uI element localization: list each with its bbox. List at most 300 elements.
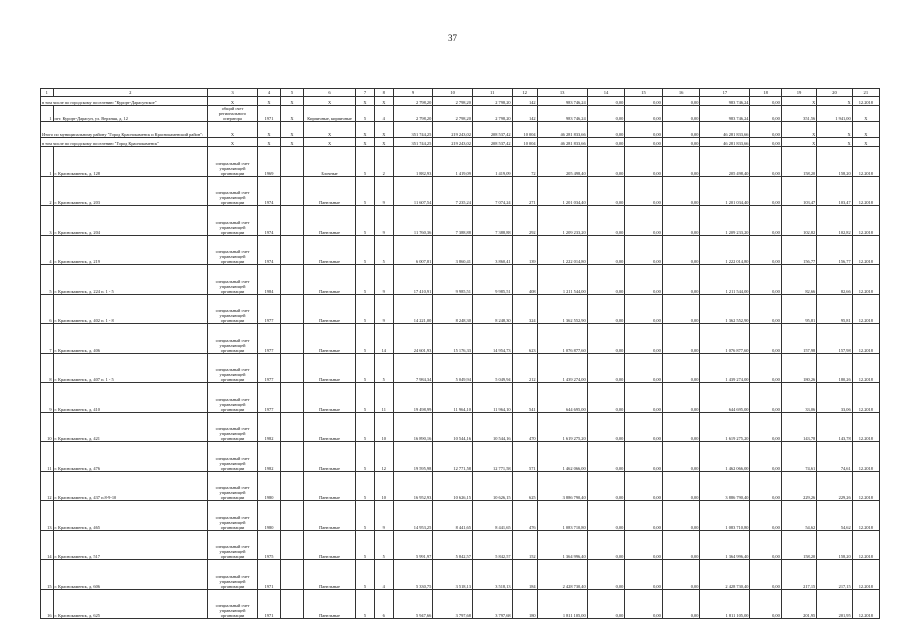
row-name: Итого по муниципальному району "Город Краснокаменск и Краснокаменский район": — [41, 122, 208, 138]
account-type: специальный счет управляющей организации — [207, 206, 257, 236]
row-address: г. Краснокаменск, д. 406 — [53, 324, 207, 354]
value-c13: 46 281 833,66 — [537, 138, 587, 147]
value-c12: 271 — [512, 176, 537, 206]
row-number: 6 — [41, 294, 54, 324]
value-c17: 46 281 833,66 — [700, 122, 750, 138]
value-c15: 0,00 — [625, 353, 663, 383]
floors: 5 — [356, 235, 375, 265]
value-c20: 157,98 — [817, 324, 852, 354]
value-c10: 8 248,30 — [433, 294, 473, 324]
value-c13: 1 439 274,00 — [537, 353, 587, 383]
value-c16: 0,00 — [662, 265, 700, 295]
account-type: специальный счет управляющей организации — [207, 442, 257, 472]
account-type: специальный счет управляющей организации — [207, 383, 257, 413]
entrances: 9 — [374, 206, 393, 236]
value-c19: 74,61 — [781, 442, 816, 472]
value-c10: 3 797,68 — [433, 589, 473, 619]
entrances: 12 — [374, 442, 393, 472]
wall-material: Панельные — [303, 324, 355, 354]
row-number: 14 — [41, 530, 54, 560]
entrances: 10 — [374, 412, 393, 442]
value-c14: 0,00 — [587, 138, 625, 147]
value-c11: 11 964,10 — [472, 383, 512, 413]
value-c19: 158,20 — [781, 530, 816, 560]
completion-date: Х — [852, 138, 879, 147]
row-number: 1 — [41, 106, 54, 122]
value-c18: 0,00 — [750, 265, 781, 295]
value-c17: 205 498,40 — [700, 147, 750, 177]
value-c16: 0,00 — [662, 294, 700, 324]
value-c10: 5 842,57 — [433, 530, 473, 560]
summary-row — [41, 106, 880, 122]
value-c15: 0,00 — [625, 442, 663, 472]
value-c13: 644 695,00 — [537, 383, 587, 413]
account-type: специальный счет управляющей организации — [207, 471, 257, 501]
housing-register-table — [40, 88, 880, 619]
column-header-9: 9 — [393, 89, 433, 97]
value-c15: 0,00 — [625, 138, 663, 147]
value-c12: 623 — [512, 324, 537, 354]
value-c13: 46 281 833,66 — [537, 122, 587, 138]
value-c18: 0,00 — [750, 138, 781, 147]
value-c10: 15 176,33 — [433, 324, 473, 354]
value-c15: 0,00 — [625, 294, 663, 324]
row-address: г. Краснокаменск, д. 219 — [53, 235, 207, 265]
table-row — [41, 560, 880, 590]
col-5: Х — [280, 106, 303, 122]
value-c10: 3 860,41 — [433, 235, 473, 265]
value-c18: 0,00 — [750, 206, 781, 236]
entrances: Х — [374, 138, 393, 147]
col-5 — [280, 471, 303, 501]
value-c17: 1 083 710,80 — [700, 501, 750, 531]
account-type: Х — [207, 138, 257, 147]
value-c19: 201,95 — [781, 589, 816, 619]
year-built: 1977 — [258, 324, 281, 354]
col-5 — [280, 324, 303, 354]
col-5 — [280, 383, 303, 413]
completion-date: 12.2018 — [852, 206, 879, 236]
value-c17: 1 619 275,20 — [700, 412, 750, 442]
wall-material: Панельные — [303, 294, 355, 324]
account-type: специальный счет управляющей организации — [207, 176, 257, 206]
row-number: 16 — [41, 589, 54, 619]
value-c18: 0,00 — [750, 324, 781, 354]
value-c19: 157,98 — [781, 324, 816, 354]
value-c19: 229,26 — [781, 471, 816, 501]
account-type: Х — [207, 122, 257, 138]
row-address: г. Краснокаменск, д. 410 — [53, 383, 207, 413]
value-c20: 95,81 — [817, 294, 852, 324]
value-c18: 0,00 — [750, 235, 781, 265]
value-c12: 324 — [512, 294, 537, 324]
account-type: специальный счет управляющей организации — [207, 265, 257, 295]
value-c17: 3 886 790,40 — [700, 471, 750, 501]
wall-material: Панельные — [303, 176, 355, 206]
value-c10: 7 235,24 — [433, 176, 473, 206]
value-c12: 142 — [512, 97, 537, 106]
value-c11: 208 537,42 — [472, 122, 512, 138]
value-c10: 2 798,20 — [433, 97, 473, 106]
wall-material: Х — [303, 138, 355, 147]
row-number: 1 — [41, 147, 54, 177]
value-c18: 0,00 — [750, 412, 781, 442]
summary-row — [41, 122, 880, 138]
value-c12: 470 — [512, 412, 537, 442]
value-c9: 5 991,97 — [393, 530, 433, 560]
year-built: 1974 — [258, 176, 281, 206]
account-type: специальный счет управляющей организации — [207, 530, 257, 560]
col-5 — [280, 353, 303, 383]
value-c13: 1 362 552,90 — [537, 294, 587, 324]
value-c20: Х — [817, 138, 852, 147]
table-row — [41, 235, 880, 265]
value-c9: 351 744,25 — [393, 138, 433, 147]
value-c17: 1 201 034,40 — [700, 176, 750, 206]
value-c11: 3 860,41 — [472, 235, 512, 265]
completion-date: 12.2018 — [852, 471, 879, 501]
value-c9: 19 498,99 — [393, 383, 433, 413]
floors: 5 — [356, 106, 375, 122]
value-c12: 212 — [512, 353, 537, 383]
value-c14: 0,00 — [587, 206, 625, 236]
row-address: г. Краснокаменск, д. 606 — [53, 560, 207, 590]
value-c12: 142 — [512, 106, 537, 122]
value-c17: 1 439 274,00 — [700, 353, 750, 383]
value-c14: 0,00 — [587, 176, 625, 206]
row-address: г. Краснокаменск, д. 517 — [53, 530, 207, 560]
value-c14: 0,00 — [587, 97, 625, 106]
wall-material: Панельные — [303, 560, 355, 590]
value-c11: 3 797,68 — [472, 589, 512, 619]
value-c17: 1 076 877,60 — [700, 324, 750, 354]
value-c20: 82,66 — [817, 265, 852, 295]
entrances: 9 — [374, 501, 393, 531]
row-number: 10 — [41, 412, 54, 442]
value-c20: 102,82 — [817, 206, 852, 236]
row-address: г. Краснокаменск, д. 402 п. 1 - 8 — [53, 294, 207, 324]
column-header-11: 11 — [472, 89, 512, 97]
value-c20: 74,61 — [817, 442, 852, 472]
value-c18: 0,00 — [750, 530, 781, 560]
value-c16: 0,00 — [662, 235, 700, 265]
account-type: специальный счет управляющей организации — [207, 147, 257, 177]
completion-date: 12.2018 — [852, 147, 879, 177]
value-c12: 152 — [512, 530, 537, 560]
value-c14: 0,00 — [587, 412, 625, 442]
account-type: Х — [207, 97, 257, 106]
column-header-21: 21 — [852, 89, 879, 97]
col-5 — [280, 501, 303, 531]
value-c9: 351 744,25 — [393, 122, 433, 138]
value-c20: 217,15 — [817, 560, 852, 590]
value-c19: 156,77 — [781, 235, 816, 265]
account-type: специальный счет управляющей организации — [207, 235, 257, 265]
row-number: 9 — [41, 383, 54, 413]
column-header-12: 12 — [512, 89, 537, 97]
floors: 5 — [356, 383, 375, 413]
col-5 — [280, 294, 303, 324]
value-c13: 1 811 105,00 — [537, 589, 587, 619]
column-header-1: 1 — [41, 89, 54, 97]
value-c9: 16 952,93 — [393, 471, 433, 501]
row-address: г. Краснокаменск, д. 128 — [53, 147, 207, 177]
completion-date: 12.2018 — [852, 442, 879, 472]
floors: 5 — [356, 265, 375, 295]
value-c18: 0,00 — [750, 589, 781, 619]
year-built: 1971 — [258, 589, 281, 619]
value-c14: 0,00 — [587, 353, 625, 383]
column-header-13: 13 — [537, 89, 587, 97]
completion-date: 12.2018 — [852, 97, 879, 106]
entrances: 5 — [374, 235, 393, 265]
value-c20: 180,26 — [817, 353, 852, 383]
value-c19: 217,15 — [781, 560, 816, 590]
value-c15: 0,00 — [625, 412, 663, 442]
value-c11: 1 419,09 — [472, 147, 512, 177]
value-c10: 10 626,15 — [433, 471, 473, 501]
value-c9: 14 953,25 — [393, 501, 433, 531]
value-c16: 0,00 — [662, 412, 700, 442]
value-c15: 0,00 — [625, 235, 663, 265]
value-c11: 9 985,51 — [472, 265, 512, 295]
table-row — [41, 589, 880, 619]
year-built: 1980 — [258, 501, 281, 531]
floors: 5 — [356, 353, 375, 383]
col-5 — [280, 235, 303, 265]
completion-date: 12.2018 — [852, 265, 879, 295]
value-c15: 0,00 — [625, 530, 663, 560]
value-c9: 11 607,54 — [393, 176, 433, 206]
value-c19: 54,62 — [781, 501, 816, 531]
col-5 — [280, 176, 303, 206]
wall-material: Панельные — [303, 471, 355, 501]
table-row — [41, 294, 880, 324]
value-c20: 158,20 — [817, 530, 852, 560]
value-c14: 0,00 — [587, 265, 625, 295]
value-c12: 139 — [512, 235, 537, 265]
value-c13: 1 076 877,60 — [537, 324, 587, 354]
value-c16: 0,00 — [662, 560, 700, 590]
row-address: г. Краснокаменск, д. 421 — [53, 412, 207, 442]
table-row — [41, 147, 880, 177]
completion-date: 12.2018 — [852, 294, 879, 324]
column-header-20: 20 — [817, 89, 852, 97]
floors: 5 — [356, 501, 375, 531]
col-5 — [280, 530, 303, 560]
value-c19: 143,78 — [781, 412, 816, 442]
row-address: г. Краснокаменск, д. 437 п.8-9-10 — [53, 471, 207, 501]
value-c16: 0,00 — [662, 442, 700, 472]
value-c14: 0,00 — [587, 324, 625, 354]
account-type: специальный счет управляющей организации — [207, 294, 257, 324]
row-address: г. Краснокаменск, д. 465 — [53, 501, 207, 531]
value-c13: 983 746,24 — [537, 97, 587, 106]
wall-material: Блочные — [303, 147, 355, 177]
value-c16: 0,00 — [662, 353, 700, 383]
value-c12: 476 — [512, 501, 537, 531]
column-header-18: 18 — [750, 89, 781, 97]
table-row — [41, 442, 880, 472]
value-c9: 19 595,98 — [393, 442, 433, 472]
col-5 — [280, 412, 303, 442]
value-c9: 17 410,91 — [393, 265, 433, 295]
floors: 5 — [356, 206, 375, 236]
col-5 — [280, 147, 303, 177]
value-c12: 571 — [512, 442, 537, 472]
value-c17: 1 811 105,00 — [700, 589, 750, 619]
year-built: 1977 — [258, 383, 281, 413]
value-c18: 0,00 — [750, 501, 781, 531]
value-c10: 2 798,20 — [433, 106, 473, 122]
value-c18: 0,00 — [750, 383, 781, 413]
floors: Х — [356, 97, 375, 106]
value-c12: 408 — [512, 265, 537, 295]
year-built: 1977 — [258, 294, 281, 324]
table-row — [41, 265, 880, 295]
value-c19: 180,26 — [781, 353, 816, 383]
value-c20: 143,78 — [817, 412, 852, 442]
row-number: 13 — [41, 501, 54, 531]
table-row — [41, 353, 880, 383]
value-c14: 0,00 — [587, 294, 625, 324]
value-c16: 0,00 — [662, 176, 700, 206]
value-c17: 46 281 833,66 — [700, 138, 750, 147]
value-c18: 0,00 — [750, 122, 781, 138]
entrances: Х — [374, 97, 393, 106]
row-address: пгт. Курорт-Дарасун, ул. Верхняя, д. 12 — [53, 106, 207, 122]
value-c15: 0,00 — [625, 176, 663, 206]
value-c15: 0,00 — [625, 122, 663, 138]
floors: 5 — [356, 442, 375, 472]
value-c16: 0,00 — [662, 97, 700, 106]
wall-material: Панельные — [303, 589, 355, 619]
value-c18: 0,00 — [750, 353, 781, 383]
value-c11: 12 771,58 — [472, 442, 512, 472]
table-body — [41, 89, 880, 619]
account-type: специальный счет управляющей организации — [207, 560, 257, 590]
value-c12: 541 — [512, 383, 537, 413]
column-header-8: 8 — [374, 89, 393, 97]
row-address: г. Краснокаменск, д. 224 п. 1 - 5 — [53, 265, 207, 295]
account-type: специальный счет управляющей организации — [207, 501, 257, 531]
table-row — [41, 530, 880, 560]
row-number: 11 — [41, 442, 54, 472]
value-c17: 1 462 066,00 — [700, 442, 750, 472]
col-5 — [280, 560, 303, 590]
table-row — [41, 176, 880, 206]
column-header-15: 15 — [625, 89, 663, 97]
value-c18: 0,00 — [750, 97, 781, 106]
value-c20: 1 941,00 — [817, 106, 852, 122]
value-c11: 7 388,88 — [472, 206, 512, 236]
column-header-7: 7 — [356, 89, 375, 97]
value-c12: 625 — [512, 471, 537, 501]
value-c10: 7 388,88 — [433, 206, 473, 236]
value-c11: 8 248,30 — [472, 294, 512, 324]
value-c20: 158,20 — [817, 147, 852, 177]
row-number: 8 — [41, 353, 54, 383]
value-c9: 14 221,00 — [393, 294, 433, 324]
value-c13: 1 222 014,80 — [537, 235, 587, 265]
value-c20: Х — [817, 97, 852, 106]
year-built: 1975 — [258, 530, 281, 560]
value-c9: 6 007,81 — [393, 235, 433, 265]
col-5: Х — [280, 122, 303, 138]
completion-date: 12.2018 — [852, 383, 879, 413]
floors: 5 — [356, 471, 375, 501]
value-c18: 0,00 — [750, 471, 781, 501]
floors: 5 — [356, 147, 375, 177]
value-c15: 0,00 — [625, 206, 663, 236]
value-c17: 1 362 552,90 — [700, 294, 750, 324]
value-c16: 0,00 — [662, 206, 700, 236]
value-c15: 0,00 — [625, 501, 663, 531]
value-c18: 0,00 — [750, 560, 781, 590]
completion-date: 12.2018 — [852, 501, 879, 531]
page-number: 37 — [448, 33, 457, 43]
column-header-6: 6 — [303, 89, 355, 97]
column-header-4: 4 — [258, 89, 281, 97]
year-built: 1971 — [258, 560, 281, 590]
entrances: 5 — [374, 530, 393, 560]
value-c9: 5 947,66 — [393, 589, 433, 619]
wall-material: Панельные — [303, 412, 355, 442]
year-built: 1974 — [258, 206, 281, 236]
value-c18: 0,00 — [750, 442, 781, 472]
value-c14: 0,00 — [587, 383, 625, 413]
completion-date: 12.2018 — [852, 530, 879, 560]
value-c17: 983 746,24 — [700, 106, 750, 122]
value-c15: 0,00 — [625, 106, 663, 122]
entrances: 2 — [374, 147, 393, 177]
row-address: г. Краснокаменск, д. 204 — [53, 206, 207, 236]
value-c20: 229,26 — [817, 471, 852, 501]
value-c20: 201,95 — [817, 589, 852, 619]
value-c16: 0,00 — [662, 147, 700, 177]
wall-material: Панельные — [303, 501, 355, 531]
value-c9: 2 798,20 — [393, 97, 433, 106]
year-built: 1969 — [258, 147, 281, 177]
value-c20: 156,77 — [817, 235, 852, 265]
value-c14: 0,00 — [587, 560, 625, 590]
row-address: г. Краснокаменск, д. 407 п. 1 - 5 — [53, 353, 207, 383]
value-c12: 72 — [512, 147, 537, 177]
wall-material: Панельные — [303, 235, 355, 265]
completion-date: 12.2018 — [852, 324, 879, 354]
value-c10: 9 985,51 — [433, 265, 473, 295]
entrances: 9 — [374, 294, 393, 324]
column-header-5: 5 — [280, 89, 303, 97]
table-row — [41, 324, 880, 354]
year-built: Х — [258, 122, 281, 138]
summary-row — [41, 138, 880, 147]
value-c18: 0,00 — [750, 294, 781, 324]
value-c10: 219 243,02 — [433, 138, 473, 147]
value-c19: 103,47 — [781, 176, 816, 206]
value-c12: 10 004 — [512, 122, 537, 138]
entrances: 4 — [374, 560, 393, 590]
completion-date: Х — [852, 122, 879, 138]
value-c15: 0,00 — [625, 147, 663, 177]
entrances: 5 — [374, 353, 393, 383]
value-c11: 7 074,24 — [472, 176, 512, 206]
floors: Х — [356, 138, 375, 147]
value-c12: 184 — [512, 560, 537, 590]
value-c11: 3 518,13 — [472, 560, 512, 590]
value-c16: 0,00 — [662, 501, 700, 531]
value-c19: 95,81 — [781, 294, 816, 324]
